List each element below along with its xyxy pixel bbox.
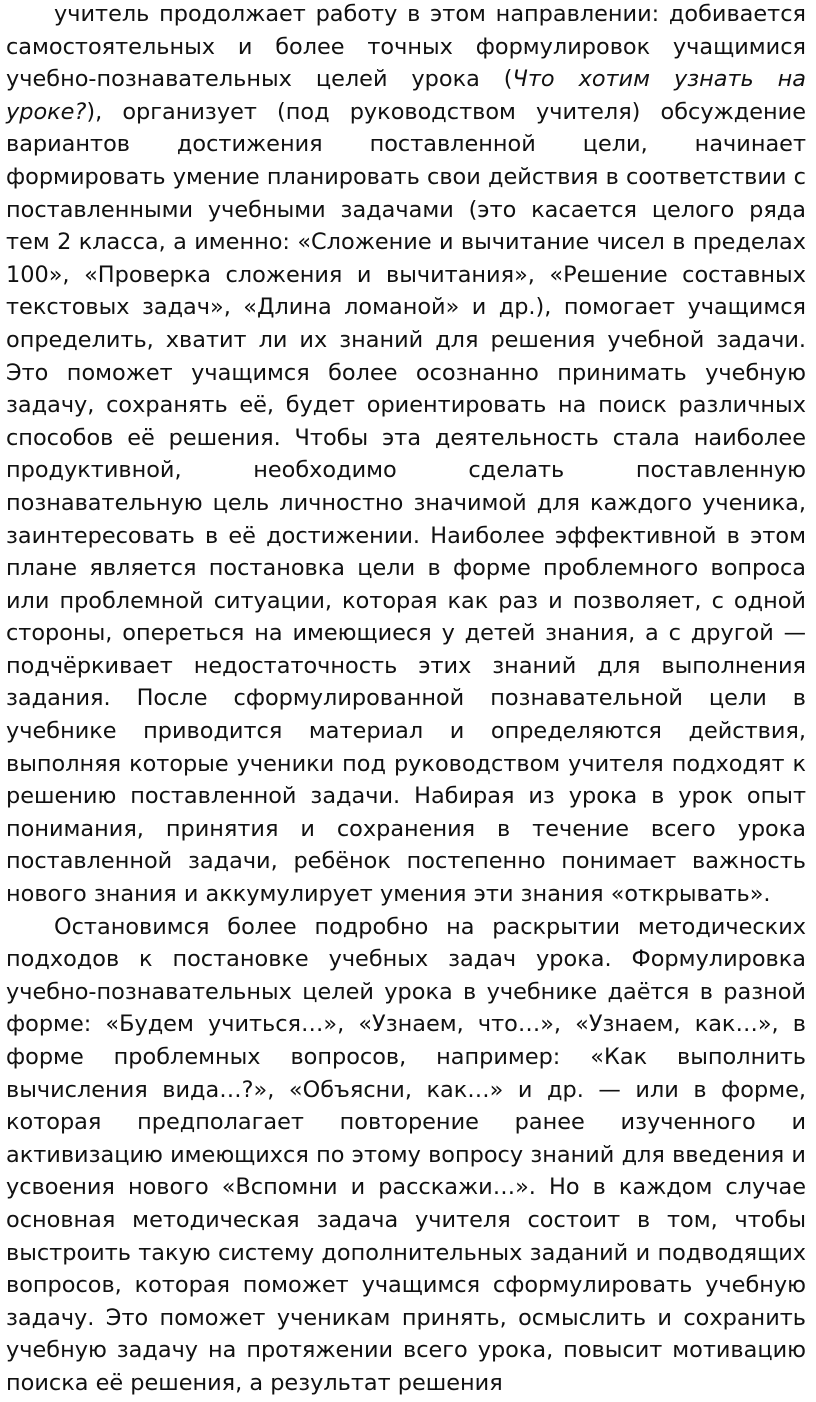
paragraph-1-text-end: ), организует (под руководством учителя) обсуждение вариантов достижения поставленной цели, начинает формировать умение планировать свои действия в соответствии с поставленными учебными задачами (это касается целого ряда тем 2 класса, а именно: «Сложение и вычитание чисел в пределах 100», «Проверка сложения и вычитания», «Решение составных текстовых задач», «Длина ломаной» и др.), помогает учащимся определить, хватит ли их знаний для решения учебной задачи. Это поможет учащимся более осознанно принимать учебную задачу, сохранять её, будет ориентировать на поиск различных способов её решения. Чтобы эта деятельность стала наиболее продуктивной, необходимо сделать поставленную познавательную цель личностно значимой для каждого ученика, заинтересовать в её достижении. Наиболее эффективной в этом плане является постановка цели в форме проблемного вопроса или проблемной ситуации, которая как раз и позволяет, с одной стороны, опереться на имеющиеся у детей знания, а с другой — подчёркивает недостаточность этих знаний для выполнения задания. После сформулированной познавательной цели в учебнике приводится материал и определяются действия, выполняя которые ученики под руководством учителя подходят к решению поставленной задачи. Набирая из урока в урок опыт понимания, принятия и сохранения в течение всего урока поставленной задачи, ребёнок постепенно понимает важность нового знания и аккумулирует умения эти знания «открывать». xyxy=(6,98,806,908)
paragraph-2-text: Остановимся более подробно на раскрытии методических подходов к постановке учебных задач урока. Формулировка учебно-познавательных целей урока в учебнике даётся в разной форме: «Будем учиться…», «Узнаем, что…», «Узнаем, как…», в форме проблемных вопросов, например: «Как выполнить вычисления вида…?», «Объясни, как…» и др. — или в форме, которая предполагает повторение ранее изученного и активизацию имеющихся по этому вопросу знаний для введения и усвоения нового «Вспомни и расскажи…». Но в каждом случае основная методическая задача учителя состоит в том, чтобы выстроить такую систему дополнительных заданий и подводящих вопросов, которая поможет учащимся сформулировать учебную задачу. Это поможет ученикам принять, осмыслить и сохранить учебную задачу на протяжении всего урока, повысит мотивацию поиска её решения, а результат решения xyxy=(6,913,806,1396)
paragraph-1 xyxy=(6,0,806,911)
paragraph-2 xyxy=(6,911,806,1400)
paragraph-1-italic-question: Что хотим узнать на уроке? xyxy=(6,66,807,125)
paragraph-1-text-start: учитель продолжает работу в этом направлении: добивается самостоятельных и более точных формулировок учащимися учебно-познавательных целей урока ( xyxy=(6,1,806,93)
